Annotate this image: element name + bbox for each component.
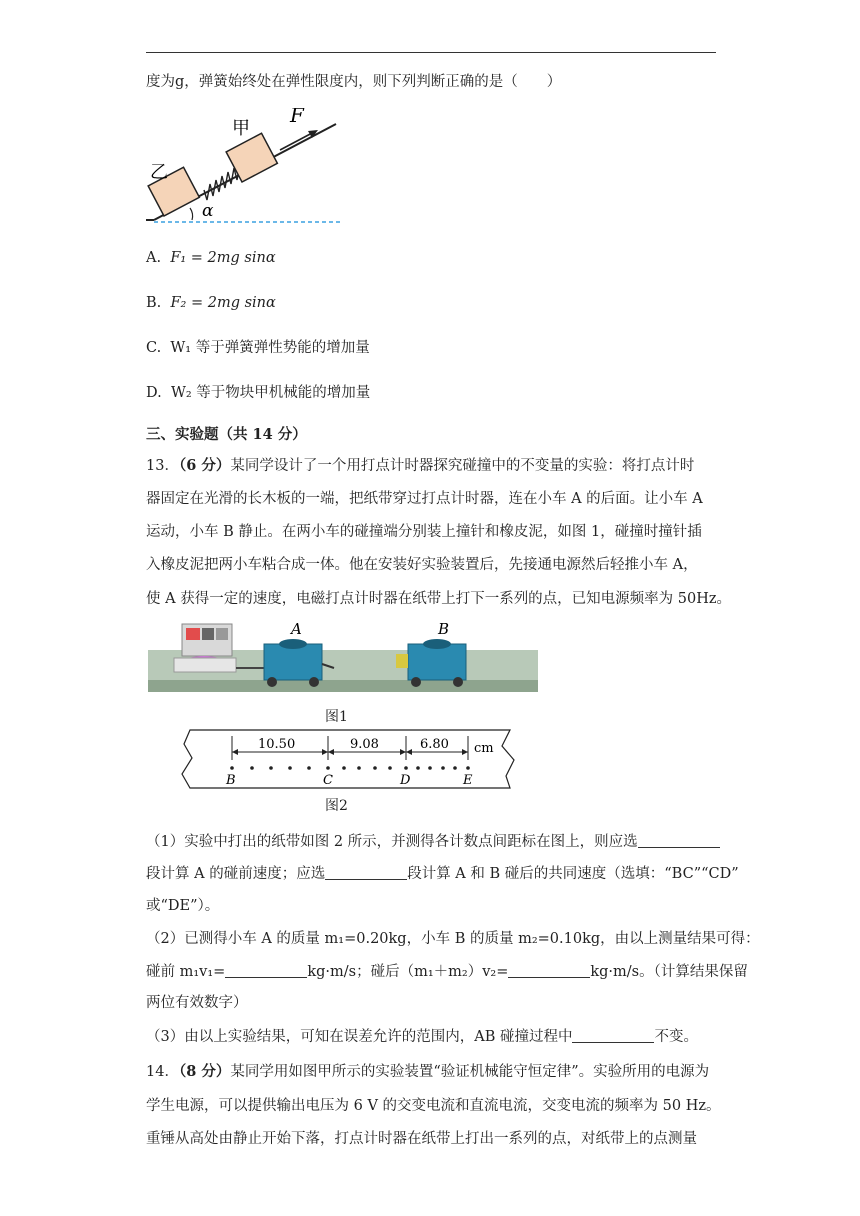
figure-2-tape	[180, 726, 520, 792]
figure-1-carts	[148, 618, 538, 694]
unit-label: cm	[474, 741, 494, 756]
header-rule	[146, 52, 716, 53]
q13-sub1-line3: 或“DE”）。	[146, 898, 220, 914]
q13-line-2: 器固定在光滑的长木板的一端，把纸带穿过打点计时器，连在小车 A 的后面。让小车 A	[146, 491, 703, 507]
q13-sub2-line3: 两位有效数字）	[146, 995, 248, 1011]
distance-bc: 10.50	[258, 737, 296, 752]
option-c: C. W₁ 等于弹簧弹性势能的增加量	[146, 340, 370, 356]
label-jia: 甲	[232, 118, 250, 139]
question-stem-tail: 度为g，弹簧始终处在弹性限度内，则下列判断正确的是（ ）	[146, 74, 562, 90]
option-d: D. W₂ 等于物块甲机械能的增加量	[146, 385, 371, 401]
point-d: D	[400, 773, 411, 788]
q14-line-2: 学生电源，可以提供输出电压为 6 V 的交变电流和直流电流，交变电流的频率为 50 Hz。	[146, 1098, 721, 1114]
label-alpha: α	[202, 201, 214, 221]
figure-2-caption: 图2	[325, 798, 348, 814]
q13-sub1-line1: （1）实验中打出的纸带如图 2 所示，并测得各计数点间距标在图上，则应选	[146, 832, 720, 852]
q13-line-4: 入橡皮泥把两小车粘合成一体。他在安装好实验装置后，先接通电源然后轻推小车 A，	[146, 557, 698, 573]
label-force: F	[290, 108, 304, 127]
q13-sub2-line1: （2）已测得小车 A 的质量 m₁=0.20kg，小车 B 的质量 m₂=0.10kg，由以上测量结果可得：	[146, 931, 760, 947]
distance-cd: 9.08	[350, 737, 379, 752]
point-c: C	[323, 773, 333, 788]
q13-sub1-line2: 段计算 A 的碰前速度；应选 段计算 A 和 B 碰后的共同速度（选填：“BC”“CD”	[146, 866, 739, 882]
answer-blank-5[interactable]	[572, 1028, 654, 1043]
answer-blank-4[interactable]	[508, 963, 590, 978]
q14-line-3: 重锤从高处由静止开始下落，打点计时器在纸带上打出一系列的点，对纸带上的点测量	[146, 1131, 697, 1147]
answer-blank-1[interactable]	[638, 833, 720, 848]
cart-b-label: B	[438, 620, 450, 638]
cart-a-label: A	[291, 620, 302, 638]
point-b: B	[226, 773, 236, 788]
q13-line-1: 13．（6 分）某同学设计了一个用打点计时器探究碰撞中的不变量的实验：将打点计时	[146, 457, 695, 474]
point-e: E	[463, 773, 473, 788]
label-yi: 乙	[150, 162, 168, 183]
q13-sub3: （3）由以上实验结果，可知在误差允许的范围内，AB 碰撞过程中 不变。	[146, 1029, 698, 1045]
q13-line-3: 运动，小车 B 静止。在两小车的碰撞端分别装上撞针和橡皮泥，如图 1，碰撞时撞针插	[146, 524, 702, 540]
option-a: A. F₁ = 2mg sinα	[146, 250, 276, 266]
q13-line-5: 使 A 获得一定的速度，电磁打点计时器在纸带上打下一系列的点，已知电源频率为 50Hz。	[146, 591, 732, 607]
q14-line-1: 14．（8 分）某同学用如图甲所示的实验装置“验证机械能守恒定律”。实验所用的电源为	[146, 1063, 710, 1080]
answer-blank-3[interactable]	[225, 963, 307, 978]
q13-sub2-line2: 碰前 m₁v₁= kg·m/s；碰后（m₁＋m₂）v₂= kg·m/s。（计算结果保留	[146, 964, 748, 980]
answer-blank-2[interactable]	[325, 865, 407, 880]
figure-1-caption: 图1	[325, 709, 348, 725]
option-b: B. F₂ = 2mg sinα	[146, 295, 276, 311]
section-title: 三、实验题（共 14 分）	[146, 426, 307, 443]
incline-figure	[146, 108, 356, 228]
distance-de: 6.80	[420, 737, 449, 752]
